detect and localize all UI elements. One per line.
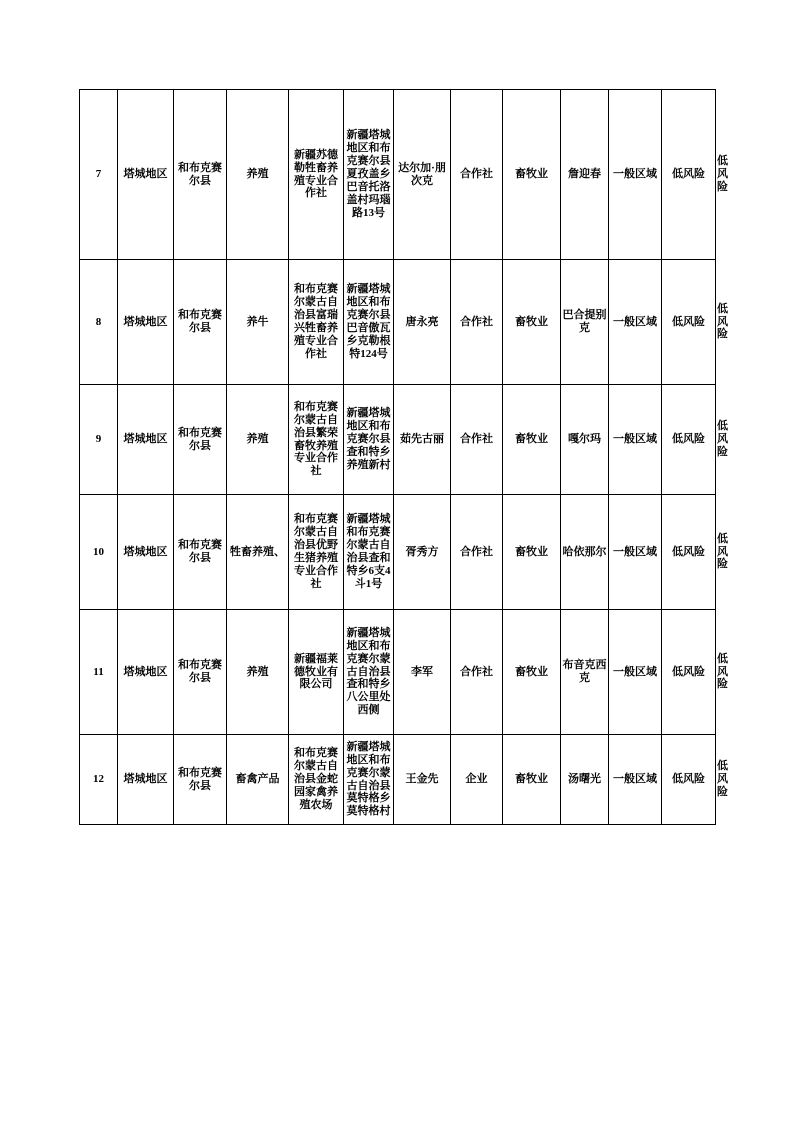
cell-risk-1: 低风险 — [662, 495, 716, 610]
table-container — [79, 89, 728, 825]
cell-org-type: 合作社 — [451, 260, 503, 385]
cell-person: 胥秀方 — [394, 495, 451, 610]
registry-table — [79, 89, 728, 825]
cell-category: 养殖 — [227, 90, 289, 260]
cell-org-type: 企业 — [451, 735, 503, 825]
cell-risk-1: 低风险 — [662, 260, 716, 385]
cell-risk-1: 低风险 — [662, 90, 716, 260]
cell-region: 塔城地区 — [118, 385, 174, 495]
cell-industry: 畜牧业 — [503, 260, 561, 385]
cell-entity: 新疆福莱德牧业有限公司 — [289, 610, 344, 735]
cell-zone: 一般区域 — [609, 610, 662, 735]
cell-category: 畜禽产品 — [227, 735, 289, 825]
cell-supervisor: 巴合提别克 — [561, 260, 609, 385]
table-row: 9 塔城地区 和布克赛尔县 养殖 和布克赛尔蒙古自治县繁荣畜牧养殖专业合作社 新疆塔城地区和布克赛尔县查和特乡养殖新村 茹先古丽 合作社 畜牧业 嘎尔玛 一般区域 低风险 低风险 — [80, 385, 716, 495]
cell-region: 塔城地区 — [118, 495, 174, 610]
cell-supervisor: 嘎尔玛 — [561, 385, 609, 495]
cell-category: 牲畜养殖、 — [227, 495, 289, 610]
table-row: 7 塔城地区 和布克赛尔县 养殖 新疆苏德勒牲畜养殖专业合作社 新疆塔城地区和布克赛尔县夏孜盖乡巴音托洛盖村玛瑙路13号 达尔加·朋次克 合作社 畜牧业 詹迎春 一般区域 低风险 低风险 — [80, 90, 716, 260]
cell-entity: 和布克赛尔蒙古自治县金蛇园家禽养殖农场 — [289, 735, 344, 825]
cell-zone: 一般区域 — [609, 90, 662, 260]
cell-person: 王金先 — [394, 735, 451, 825]
cell-category: 养殖 — [227, 385, 289, 495]
cell-county: 和布克赛尔县 — [174, 90, 227, 260]
cell-region: 塔城地区 — [118, 735, 174, 825]
cell-address: 新疆塔城地区和布克赛尔县夏孜盖乡巴音托洛盖村玛瑙路13号 — [344, 90, 394, 260]
table-row: 10 塔城地区 和布克赛尔县 牲畜养殖、 和布克赛尔蒙古自治县优野生猪养殖专业合作社 新疆塔城和布克赛尔蒙古自治县查和特乡6支4斗1号 胥秀方 合作社 畜牧业 哈依那尔 一般区域 低风险 低风险 — [80, 495, 716, 610]
cell-zone: 一般区域 — [609, 495, 662, 610]
cell-person: 唐永亮 — [394, 260, 451, 385]
cell-risk-1: 低风险 — [662, 385, 716, 495]
cell-index: 10 — [80, 495, 118, 610]
cell-address: 新疆塔城地区和布克赛尔县巴音傲瓦乡克勒根特124号 — [344, 260, 394, 385]
cell-zone: 一般区域 — [609, 385, 662, 495]
cell-industry: 畜牧业 — [503, 385, 561, 495]
cell-entity: 和布克赛尔蒙古自治县优野生猪养殖专业合作社 — [289, 495, 344, 610]
cell-industry: 畜牧业 — [503, 495, 561, 610]
cell-zone: 一般区域 — [609, 735, 662, 825]
cell-zone: 一般区域 — [609, 260, 662, 385]
cell-county: 和布克赛尔县 — [174, 495, 227, 610]
cell-org-type: 合作社 — [451, 385, 503, 495]
cell-index: 12 — [80, 735, 118, 825]
cell-risk-1: 低风险 — [662, 735, 716, 825]
cell-address: 新疆塔城地区和布克赛尔县查和特乡养殖新村 — [344, 385, 394, 495]
cell-index: 11 — [80, 610, 118, 735]
table-row: 12 塔城地区 和布克赛尔县 畜禽产品 和布克赛尔蒙古自治县金蛇园家禽养殖农场 新疆塔城地区和布克赛尔蒙古自治县莫特格乡莫特格村 王金先 企业 畜牧业 汤曙光 一般区域 低风险 低风险 — [80, 735, 716, 825]
cell-industry: 畜牧业 — [503, 610, 561, 735]
cell-address: 新疆塔城地区和布克赛尔蒙古自治县查和特乡八公里处西侧 — [344, 610, 394, 735]
table-row: 11 塔城地区 和布克赛尔县 养殖 新疆福莱德牧业有限公司 新疆塔城地区和布克赛尔蒙古自治县查和特乡八公里处西侧 李军 合作社 畜牧业 布音克西克 一般区域 低风险 低风险 — [80, 610, 716, 735]
cell-index: 8 — [80, 260, 118, 385]
cell-entity: 和布克赛尔蒙古自治县繁荣畜牧养殖专业合作社 — [289, 385, 344, 495]
cell-industry: 畜牧业 — [503, 735, 561, 825]
cell-entity: 新疆苏德勒牲畜养殖专业合作社 — [289, 90, 344, 260]
cell-address: 新疆塔城地区和布克赛尔蒙古自治县莫特格乡莫特格村 — [344, 735, 394, 825]
cell-org-type: 合作社 — [451, 495, 503, 610]
cell-entity: 和布克赛尔蒙古自治县富瑞兴牲畜养殖专业合作社 — [289, 260, 344, 385]
cell-person: 达尔加·朋次克 — [394, 90, 451, 260]
cell-region: 塔城地区 — [118, 90, 174, 260]
cell-category: 养牛 — [227, 260, 289, 385]
cell-county: 和布克赛尔县 — [174, 385, 227, 495]
cell-supervisor: 布音克西克 — [561, 610, 609, 735]
cell-industry: 畜牧业 — [503, 90, 561, 260]
cell-person: 李军 — [394, 610, 451, 735]
cell-address: 新疆塔城和布克赛尔蒙古自治县查和特乡6支4斗1号 — [344, 495, 394, 610]
cell-county: 和布克赛尔县 — [174, 735, 227, 825]
cell-org-type: 合作社 — [451, 610, 503, 735]
cell-risk-1: 低风险 — [662, 610, 716, 735]
cell-index: 9 — [80, 385, 118, 495]
cell-supervisor: 汤曙光 — [561, 735, 609, 825]
cell-supervisor: 哈依那尔 — [561, 495, 609, 610]
cell-category: 养殖 — [227, 610, 289, 735]
cell-supervisor: 詹迎春 — [561, 90, 609, 260]
cell-person: 茹先古丽 — [394, 385, 451, 495]
cell-region: 塔城地区 — [118, 260, 174, 385]
cell-county: 和布克赛尔县 — [174, 610, 227, 735]
cell-county: 和布克赛尔县 — [174, 260, 227, 385]
cell-index: 7 — [80, 90, 118, 260]
cell-region: 塔城地区 — [118, 610, 174, 735]
table-row: 8 塔城地区 和布克赛尔县 养牛 和布克赛尔蒙古自治县富瑞兴牲畜养殖专业合作社 新疆塔城地区和布克赛尔县巴音傲瓦乡克勒根特124号 唐永亮 合作社 畜牧业 巴合提别克 一般区域 低风险 低风险 — [80, 260, 716, 385]
cell-org-type: 合作社 — [451, 90, 503, 260]
